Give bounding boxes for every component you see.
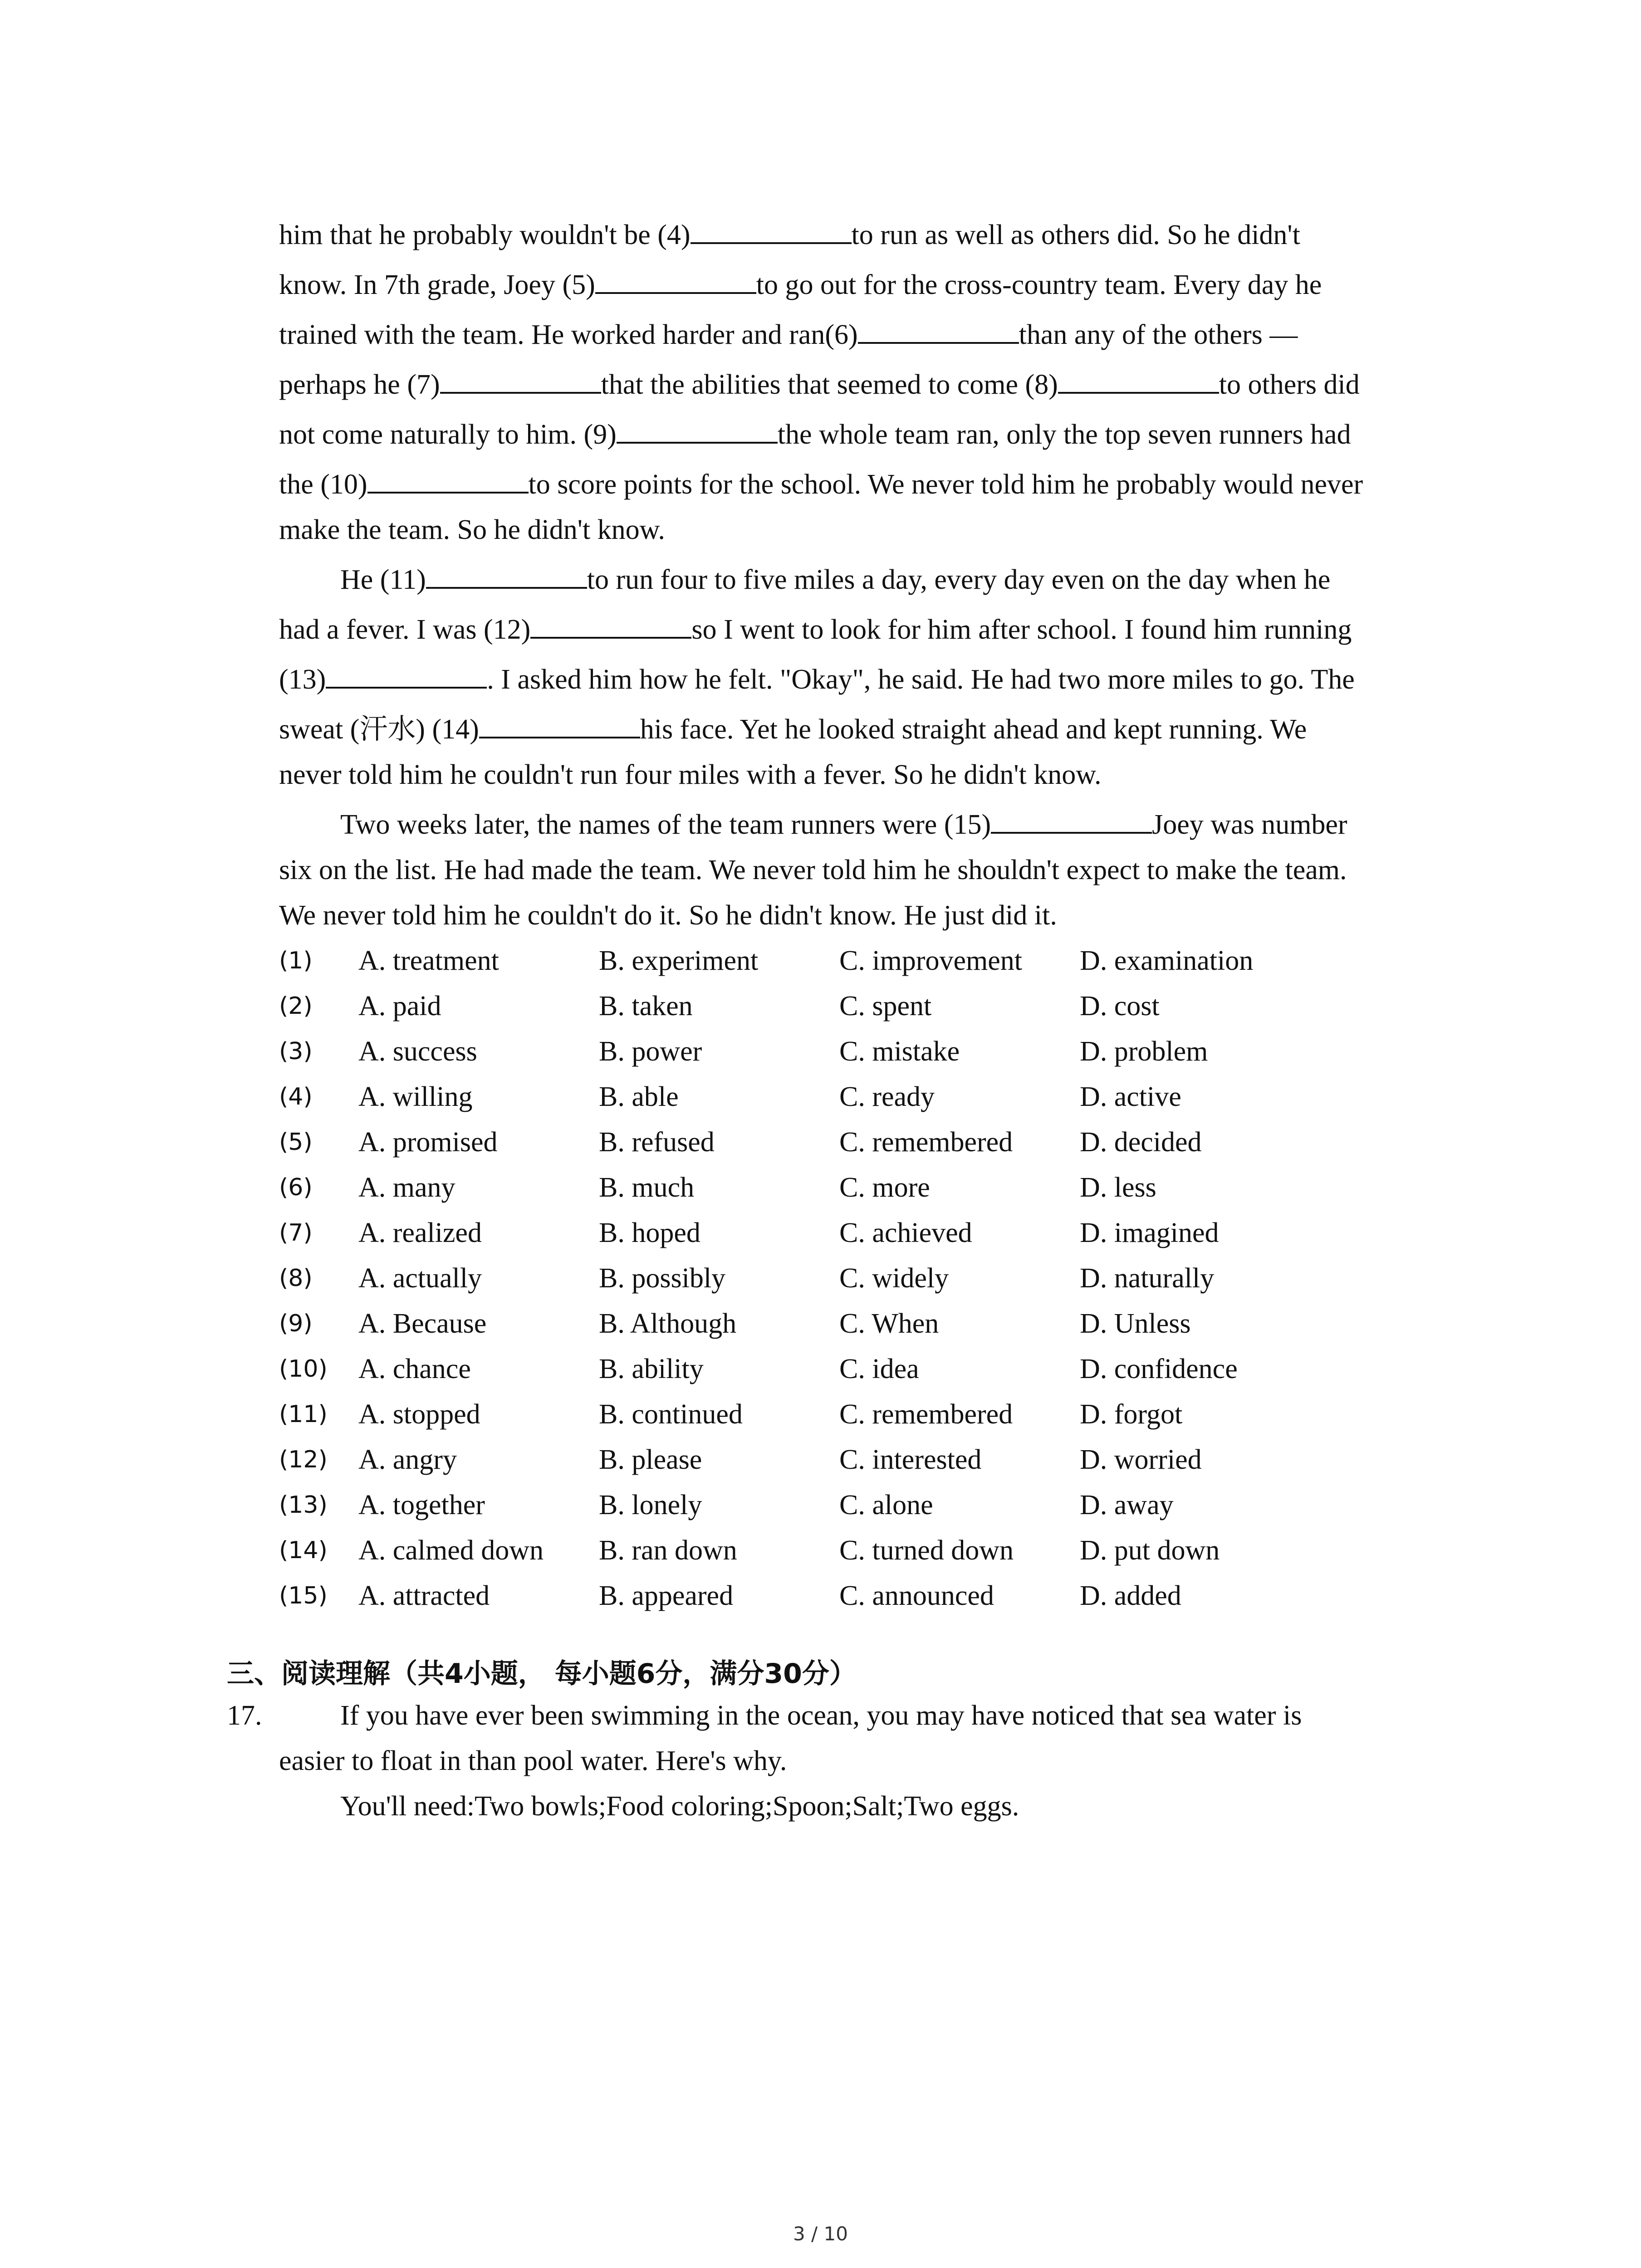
passage-line-13 (340, 807, 1347, 843)
passage-text: had a fever. I was (12) (279, 614, 531, 645)
option-b: B. ran down (599, 1535, 737, 1566)
passage-line-9 (279, 611, 1352, 648)
passage-text: trained with the team. He worked harder and ran(6) (279, 319, 858, 350)
blank-5 (595, 267, 756, 294)
blank-4 (691, 217, 852, 244)
option-b: B. ability (599, 1354, 704, 1384)
option-c: C. When (839, 1308, 939, 1339)
option-b: B. continued (599, 1399, 743, 1430)
option-b: B. possibly (599, 1263, 726, 1294)
option-row (279, 1124, 1504, 1160)
option-b: B. appeared (599, 1580, 734, 1611)
question-text-line-1: If you have ever been swimming in the ocean, you may have noticed that sea water is (340, 1700, 1302, 1731)
passage-text: (13) (279, 664, 326, 695)
option-c: C. alone (839, 1490, 933, 1520)
option-a: A. treatment (358, 945, 499, 976)
passage-text: to others did (1219, 369, 1360, 400)
option-number: (6) (279, 1174, 313, 1201)
option-c: C. remembered (839, 1127, 1013, 1158)
blank-12 (530, 611, 691, 639)
option-a: A. many (358, 1172, 456, 1203)
option-row (279, 1169, 1504, 1206)
blank-15 (991, 807, 1152, 834)
option-c: C. spent (839, 991, 932, 1022)
option-row (279, 1305, 1504, 1342)
option-d: D. forgot (1080, 1399, 1183, 1430)
option-row (279, 1532, 1504, 1569)
passage-text: to run four to five miles a day, every day even on the day when he (587, 564, 1331, 595)
passage-text: perhaps he (7) (279, 369, 440, 400)
passage-line-4 (279, 367, 1360, 403)
passage-line-15: We never told him he couldn't do it. So he didn't know. He just did it. (279, 900, 1057, 931)
option-d: D. active (1080, 1081, 1181, 1112)
option-c: C. announced (839, 1580, 994, 1611)
option-row (279, 1487, 1504, 1523)
option-a: A. Because (358, 1308, 487, 1339)
page-number: 3 / 10 (793, 2223, 848, 2245)
option-d: D. worried (1080, 1444, 1202, 1475)
option-c: C. achieved (839, 1217, 972, 1248)
question-number: 17. (227, 1700, 262, 1731)
passage-text: know. In 7th grade, Joey (5) (279, 269, 595, 300)
option-number: (5) (279, 1129, 313, 1156)
option-d: D. imagined (1080, 1217, 1219, 1248)
passage-text: the (10) (279, 469, 367, 500)
option-number: (13) (279, 1491, 328, 1519)
passage-line-14: six on the list. He had made the team. We never told him he shouldn't expect to make the team. (279, 855, 1347, 885)
passage-text: Joey was number (1152, 809, 1347, 840)
option-number: (3) (279, 1038, 313, 1065)
option-number: (2) (279, 992, 313, 1020)
option-row (279, 1351, 1504, 1387)
passage-line-10 (279, 661, 1355, 698)
option-b: B. taken (599, 991, 693, 1022)
option-d: D. Unless (1080, 1308, 1191, 1339)
option-a: A. actually (358, 1263, 482, 1294)
option-row (279, 1442, 1504, 1478)
option-d: D. problem (1080, 1036, 1208, 1067)
option-b: B. able (599, 1081, 679, 1112)
option-d: D. naturally (1080, 1263, 1215, 1294)
option-a: A. success (358, 1036, 477, 1067)
passage-text: sweat (汗水) (14) (279, 714, 479, 745)
option-a: A. stopped (358, 1399, 480, 1430)
option-c: C. mistake (839, 1036, 960, 1067)
option-row (279, 988, 1504, 1024)
option-b: B. much (599, 1172, 695, 1203)
option-a: A. angry (358, 1444, 457, 1475)
option-c: C. ready (839, 1081, 935, 1112)
blank-6 (858, 317, 1019, 344)
option-b: B. power (599, 1036, 702, 1067)
option-c: C. remembered (839, 1399, 1013, 1430)
option-d: D. cost (1080, 991, 1160, 1022)
option-a: A. paid (358, 991, 441, 1022)
passage-text: that the abilities that seemed to come (8) (601, 369, 1058, 400)
option-a: A. chance (358, 1354, 471, 1384)
option-row (279, 1578, 1504, 1614)
passage-text: He (11) (340, 564, 426, 595)
blank-10 (367, 466, 529, 494)
option-row (279, 1033, 1504, 1070)
blank-14 (479, 711, 640, 738)
option-number: (12) (279, 1446, 328, 1473)
option-c: C. improvement (839, 945, 1022, 976)
option-number: (9) (279, 1310, 313, 1337)
option-row (279, 1396, 1504, 1432)
option-number: (4) (279, 1083, 313, 1110)
option-b: B. hoped (599, 1217, 700, 1248)
passage-line-6 (279, 466, 1363, 503)
blank-11 (426, 562, 587, 589)
option-row (279, 1260, 1504, 1296)
option-d: D. put down (1080, 1535, 1220, 1566)
option-number: (8) (279, 1265, 313, 1292)
passage-text: not come naturally to him. (9) (279, 419, 617, 450)
question-text-line-3: You'll need:Two bowls;Food coloring;Spoon;Salt;Two eggs. (340, 1791, 1019, 1822)
option-number: (7) (279, 1219, 313, 1246)
passage-text: to run as well as others did. So he didn't (851, 220, 1300, 250)
option-d: D. added (1080, 1580, 1181, 1611)
question-text-line-2: easier to float in than pool water. Here's why. (279, 1745, 787, 1776)
passage-line-3 (279, 317, 1298, 353)
blank-8 (1058, 367, 1219, 394)
option-c: C. more (839, 1172, 930, 1203)
option-b: B. experiment (599, 945, 759, 976)
option-c: C. turned down (839, 1535, 1014, 1566)
option-a: A. promised (358, 1127, 498, 1158)
option-number: (15) (279, 1582, 328, 1609)
passage-text: his face. Yet he looked straight ahead and kept running. We (640, 714, 1307, 745)
passage-text: the whole team ran, only the top seven runners had (777, 419, 1351, 450)
option-d: D. confidence (1080, 1354, 1238, 1384)
option-number: (10) (279, 1355, 328, 1383)
option-a: A. willing (358, 1081, 473, 1112)
passage-line-8 (340, 562, 1330, 598)
passage-line-12: never told him he couldn't run four miles with a fever. So he didn't know. (279, 759, 1102, 790)
option-a: A. realized (358, 1217, 482, 1248)
passage-line-2 (279, 267, 1322, 303)
passage-text: than any of the others — (1019, 319, 1298, 350)
passage-text: him that he probably wouldn't be (4) (279, 220, 691, 250)
option-row (279, 943, 1504, 979)
option-c: C. widely (839, 1263, 949, 1294)
option-d: D. decided (1080, 1127, 1202, 1158)
passage-text: . I asked him how he felt. "Okay", he said. He had two more miles to go. The (487, 664, 1355, 695)
passage-text: so I went to look for him after school. I found him running (691, 614, 1352, 645)
option-b: B. lonely (599, 1490, 702, 1520)
option-b: B. Although (599, 1308, 737, 1339)
option-a: A. attracted (358, 1580, 490, 1611)
section-heading: 三、阅读理解（共4小题， 每小题6分，满分30分） (227, 1658, 857, 1690)
passage-line-11 (279, 711, 1307, 748)
option-d: D. examination (1080, 945, 1254, 976)
blank-9 (617, 416, 778, 444)
blank-7 (440, 367, 601, 394)
option-b: B. refused (599, 1127, 715, 1158)
option-number: (1) (279, 947, 313, 974)
option-d: D. less (1080, 1172, 1156, 1203)
option-c: C. idea (839, 1354, 919, 1384)
option-d: D. away (1080, 1490, 1174, 1520)
option-a: A. calmed down (358, 1535, 544, 1566)
option-b: B. please (599, 1444, 702, 1475)
passage-line-7: make the team. So he didn't know. (279, 514, 665, 545)
passage-text: to go out for the cross-country team. Every day he (756, 269, 1322, 300)
passage-text: to score points for the school. We never told him he probably would never (528, 469, 1363, 500)
option-row (279, 1215, 1504, 1251)
passage-text: Two weeks later, the names of the team runners were (15) (340, 809, 991, 840)
passage-line-1 (279, 217, 1300, 253)
option-c: C. interested (839, 1444, 982, 1475)
blank-13 (326, 661, 487, 689)
option-number: (11) (279, 1401, 328, 1428)
option-a: A. together (358, 1490, 485, 1520)
option-row (279, 1079, 1504, 1115)
passage-line-5 (279, 416, 1351, 453)
option-number: (14) (279, 1537, 328, 1564)
